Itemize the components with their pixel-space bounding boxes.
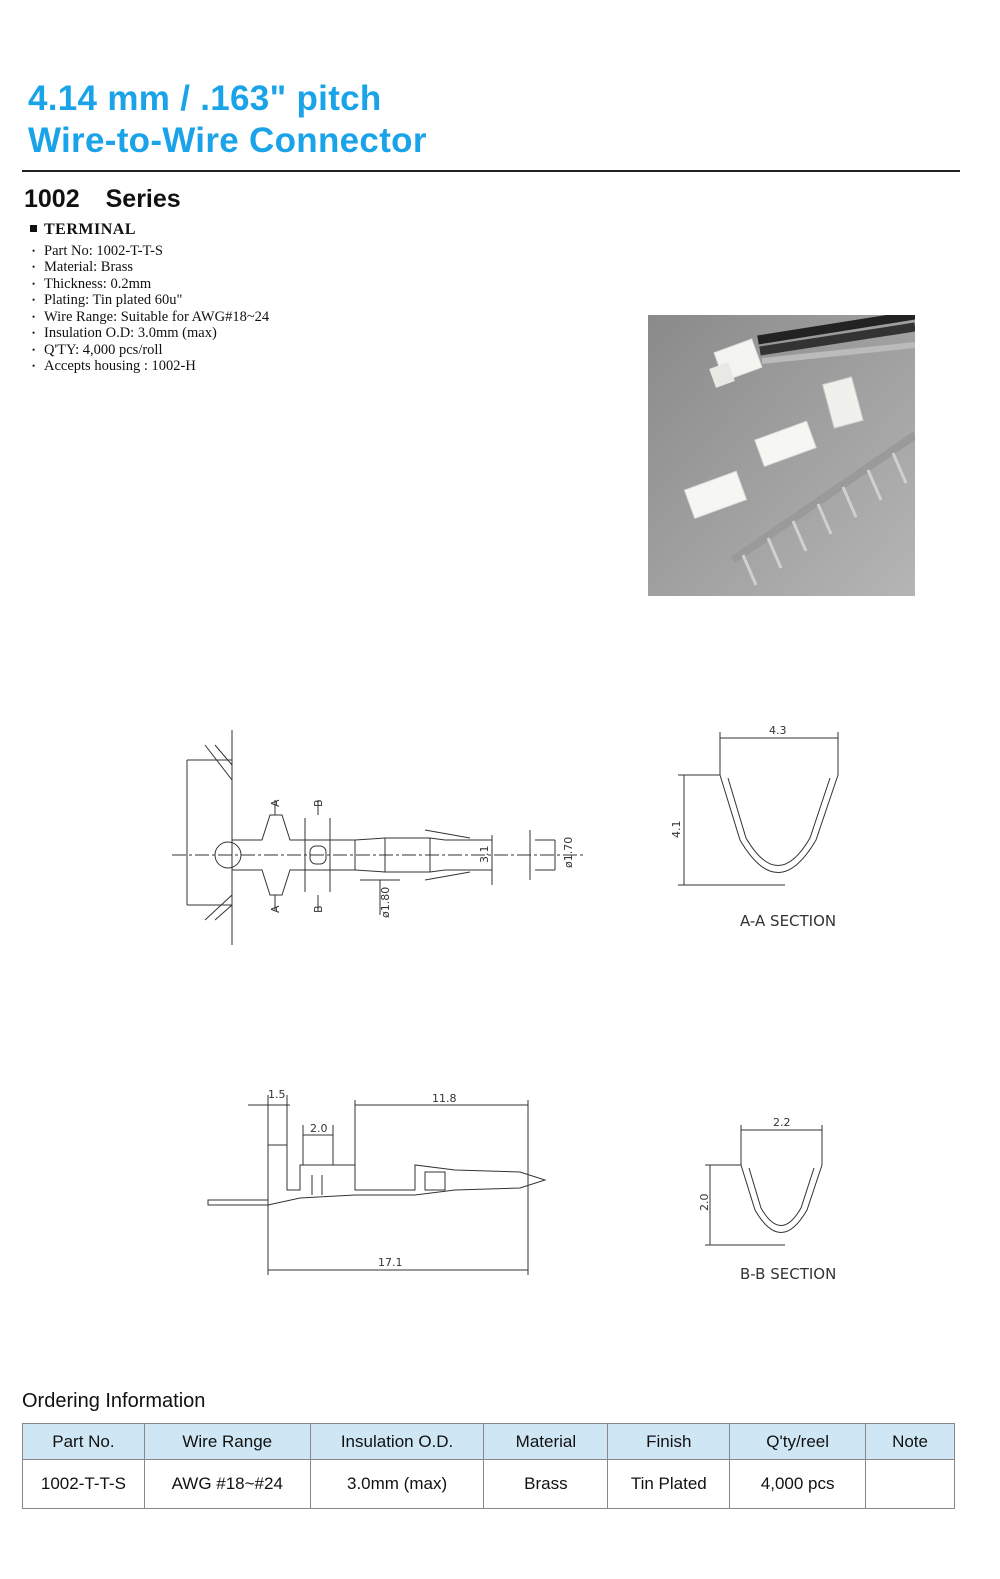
- bb-section-label: B-B SECTION: [740, 1265, 837, 1283]
- dim-17-1: 17.1: [378, 1256, 403, 1269]
- spec-item: • Q'TY: 4,000 pcs/roll: [30, 342, 269, 359]
- spec-item: • Part No: 1002-T-T-S: [30, 243, 269, 260]
- table-cell: 3.0mm (max): [310, 1460, 484, 1509]
- ordering-title: Ordering Information: [22, 1390, 206, 1412]
- dim-1-70: ø1.70: [562, 836, 575, 868]
- table-row: [23, 1460, 955, 1509]
- title-product: Wire-to-Wire Connector: [28, 121, 427, 160]
- title-pitch: 4.14 mm / .163" pitch: [28, 79, 382, 118]
- section-mark-b-top: B: [312, 799, 325, 807]
- column-header: Wire Range: [144, 1424, 310, 1460]
- column-header: Note: [866, 1424, 955, 1460]
- column-header: Material: [484, 1424, 608, 1460]
- series-number: 1002: [24, 185, 80, 213]
- section-mark-a-bottom: A: [269, 905, 282, 913]
- terminal-heading: TERMINAL: [30, 222, 269, 239]
- table-cell: Brass: [484, 1460, 608, 1509]
- section-mark-a-top: A: [269, 799, 282, 807]
- dim-3-1: 3.1: [478, 845, 491, 863]
- spec-item: • Wire Range: Suitable for AWG#18~24: [30, 309, 269, 326]
- table-header-row: [23, 1424, 955, 1460]
- table-cell: AWG #18~#24: [144, 1460, 310, 1509]
- dim-11-8: 11.8: [432, 1092, 457, 1105]
- aa-section-label: A-A SECTION: [740, 912, 837, 930]
- table-cell: Tin Plated: [608, 1460, 730, 1509]
- section-mark-b-bottom: B: [312, 905, 325, 913]
- column-header: Part No.: [23, 1424, 145, 1460]
- dim-bb-height: 2.0: [698, 1193, 711, 1211]
- column-header: Insulation O.D.: [310, 1424, 484, 1460]
- spec-item: • Thickness: 0.2mm: [30, 276, 269, 293]
- dim-aa-width: 4.3: [769, 724, 787, 737]
- table-cell: 1002-T-T-S: [23, 1460, 145, 1509]
- dim-2-0: 2.0: [310, 1122, 328, 1135]
- dim-1-80: ø1.80: [379, 886, 392, 918]
- ordering-table: [22, 1423, 955, 1509]
- spec-item: • Plating: Tin plated 60u": [30, 292, 269, 309]
- series-label: Series: [105, 185, 181, 213]
- spec-item: • Accepts housing : 1002-H: [30, 358, 269, 375]
- column-header: Q'ty/reel: [730, 1424, 866, 1460]
- spec-item: • Material: Brass: [30, 259, 269, 276]
- dim-1-5: 1.5: [268, 1088, 286, 1101]
- dim-bb-width: 2.2: [773, 1116, 791, 1129]
- spec-item: • Insulation O.D: 3.0mm (max): [30, 325, 269, 342]
- table-cell: 4,000 pcs: [730, 1460, 866, 1509]
- dim-aa-height: 4.1: [670, 820, 683, 838]
- column-header: Finish: [608, 1424, 730, 1460]
- table-cell: [866, 1460, 955, 1509]
